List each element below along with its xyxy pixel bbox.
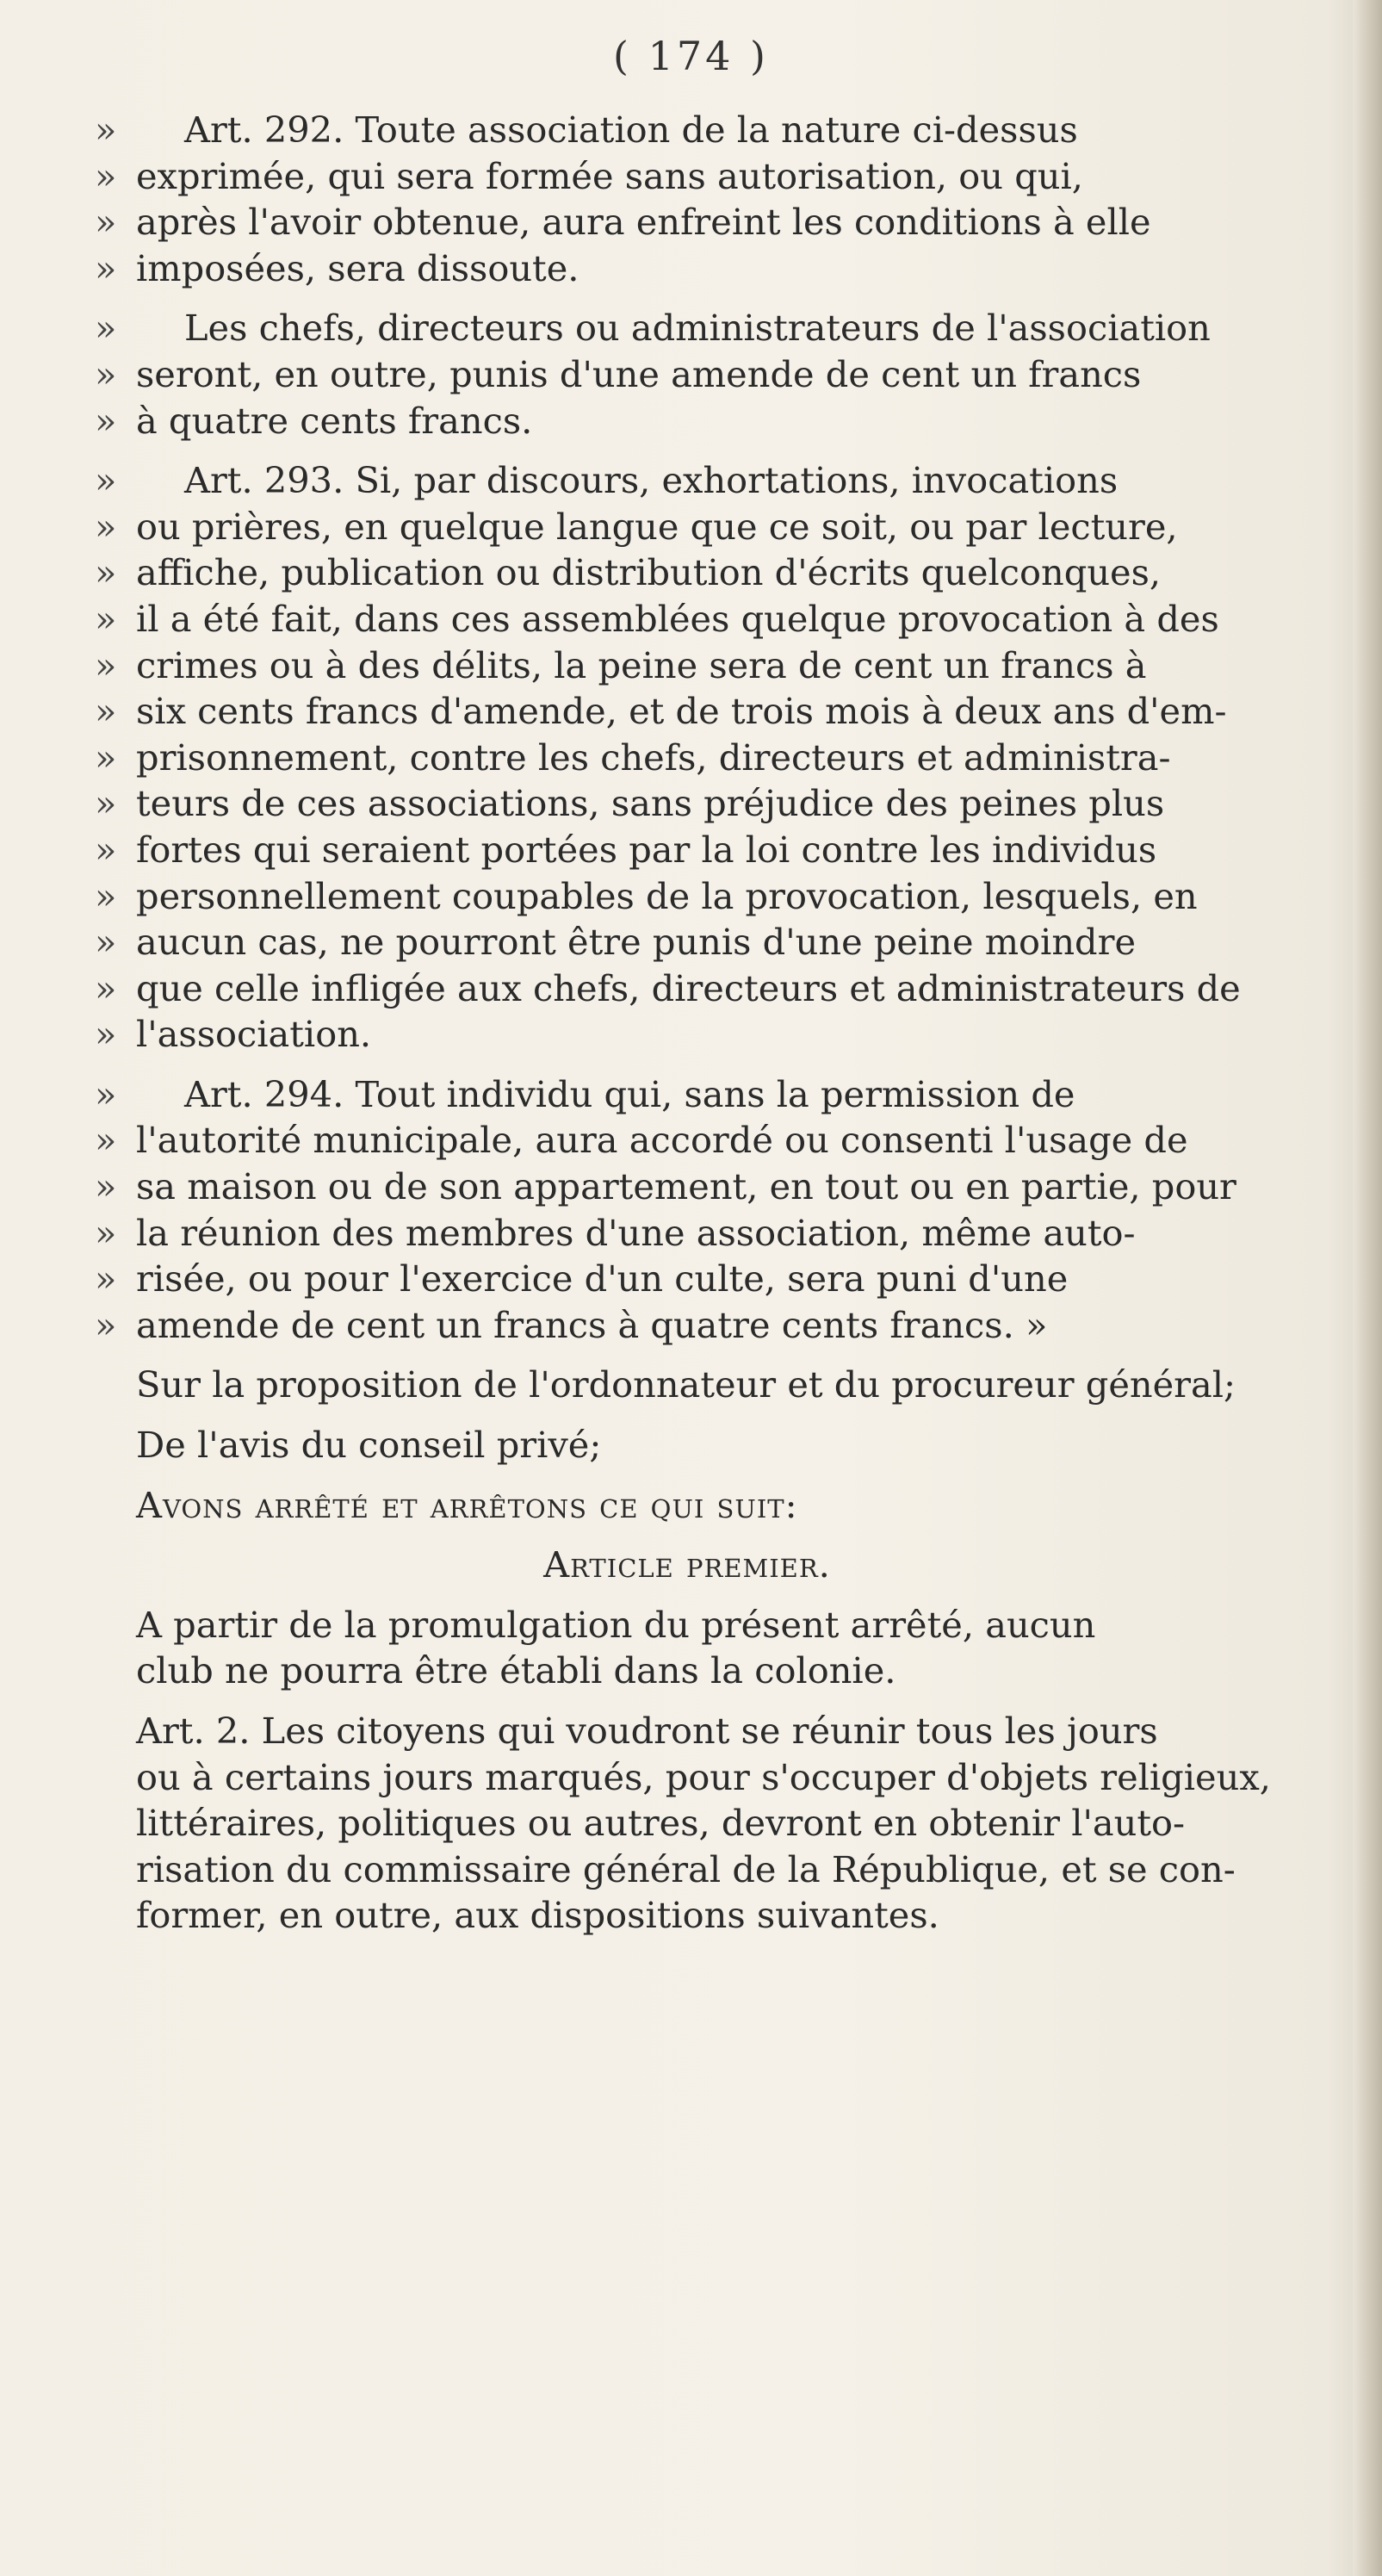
text-line: [95, 457, 1382, 504]
line-text: l'autorité municipale, aura accordé ou consenti l'usage de: [136, 1119, 1188, 1162]
line-text: imposées, sera dissoute.: [136, 246, 579, 289]
quote-mark: »: [95, 1257, 117, 1300]
text-line: [136, 1754, 1382, 1801]
text-line: [95, 780, 1382, 827]
text-line: [95, 549, 1382, 596]
line-text: que celle infligée aux chefs, directeurs et administrateurs de: [136, 966, 1241, 1009]
line-text: club ne pourra être établi dans la colonie.: [136, 1649, 896, 1692]
quote-mark: »: [95, 459, 117, 502]
text-line: [136, 1482, 1382, 1529]
quote-mark: »: [95, 154, 117, 197]
quote-mark: »: [95, 307, 117, 350]
line-text: ou à certains jours marqués, pour s'occuper d'objets religieux,: [136, 1755, 1271, 1798]
text-line: [95, 305, 1382, 351]
text-line: [136, 1708, 1382, 1754]
line-text: A partir de la promulgation du présent arrêté, aucun: [136, 1603, 1096, 1646]
text-line: [95, 504, 1382, 550]
text-line: [95, 1302, 1382, 1349]
text-line: [95, 398, 1382, 444]
line-text: après l'avoir obtenue, aura enfreint les conditions à elle: [136, 201, 1151, 244]
line-text: Les chefs, directeurs ou administrateurs de l'association: [184, 307, 1211, 350]
quote-mark: »: [95, 1013, 117, 1056]
text-line: [95, 735, 1382, 781]
text-line: [136, 1648, 1382, 1694]
quote-mark: »: [95, 246, 117, 289]
line-text: à quatre cents francs.: [136, 399, 533, 442]
quote-mark: »: [95, 1303, 117, 1346]
text-line: [95, 107, 1382, 153]
line-text: risation du commissaire général de la République, et se con-: [136, 1847, 1236, 1890]
line-text: Avons arrêté et arrêtons ce qui suit:: [136, 1483, 798, 1526]
line-text: risée, ou pour l'exercice d'un culte, sera puni d'une: [136, 1257, 1069, 1300]
page-number: ( 174 ): [613, 33, 769, 79]
quote-mark: »: [95, 828, 117, 871]
line-text: former, en outre, aux dispositions suivantes.: [136, 1894, 939, 1937]
line-text: sa maison ou de son appartement, en tout ou en partie, pour: [136, 1165, 1236, 1208]
quote-mark: »: [95, 597, 117, 640]
quote-mark: »: [95, 874, 117, 917]
text-line: [95, 1164, 1382, 1210]
quote-mark: »: [95, 1119, 117, 1162]
line-text: il a été fait, dans ces assemblées quelque provocation à des: [136, 597, 1219, 640]
page-text: [95, 107, 1382, 1939]
text-line: [136, 1847, 1382, 1893]
quote-mark: »: [95, 551, 117, 594]
text-line: [95, 642, 1382, 689]
quote-mark: »: [95, 1211, 117, 1254]
quote-mark: »: [95, 505, 117, 548]
line-text: amende de cent un francs à quatre cents francs. »: [136, 1303, 1048, 1346]
quote-mark: »: [95, 966, 117, 1009]
line-text: De l'avis du conseil privé;: [136, 1424, 602, 1467]
text-line: [136, 1422, 1382, 1468]
text-line: [136, 1800, 1382, 1847]
line-text: prisonnement, contre les chefs, directeurs et administra-: [136, 736, 1171, 779]
article-heading: Article premier.: [543, 1543, 831, 1586]
text-line: [95, 153, 1382, 200]
text-line: [136, 1542, 1238, 1588]
text-line: [136, 1362, 1382, 1408]
quote-mark: »: [95, 643, 117, 686]
quote-mark: »: [95, 1072, 117, 1115]
line-text: l'association.: [136, 1013, 372, 1056]
line-text: teurs de ces associations, sans préjudice des peines plus: [136, 782, 1165, 825]
line-text: crimes ou à des délits, la peine sera de cent un francs à: [136, 643, 1147, 686]
line-text: six cents francs d'amende, et de trois mois à deux ans d'em-: [136, 690, 1227, 733]
text-line: [95, 965, 1382, 1012]
text-line: [95, 827, 1382, 873]
line-text: littéraires, politiques ou autres, devront en obtenir l'auto-: [136, 1802, 1186, 1845]
line-text: personnellement coupables de la provocation, lesquels, en: [136, 874, 1198, 917]
line-text: affiche, publication ou distribution d'écrits quelconques,: [136, 551, 1162, 594]
text-line: [95, 688, 1382, 735]
line-text: Art. 292. Toute association de la nature ci-dessus: [184, 109, 1078, 151]
quote-mark: »: [95, 352, 117, 395]
text-line: [95, 199, 1382, 245]
text-line: [95, 1117, 1382, 1164]
text-line: [136, 1892, 1382, 1939]
text-line: [95, 1071, 1382, 1118]
line-text: fortes qui seraient portées par la loi contre les individus: [136, 828, 1157, 871]
text-line: [95, 1210, 1382, 1257]
quote-mark: »: [95, 690, 117, 733]
text-line: [95, 1256, 1382, 1302]
text-line: [95, 351, 1382, 398]
line-text: la réunion des membres d'une association, même auto-: [136, 1211, 1136, 1254]
text-line: [95, 873, 1382, 920]
text-line: [95, 1011, 1382, 1058]
text-line: [95, 919, 1382, 965]
text-line: [95, 245, 1382, 292]
quote-mark: »: [95, 399, 117, 442]
quote-mark: »: [95, 921, 117, 964]
quote-mark: »: [95, 1165, 117, 1208]
line-text: Art. 2. Les citoyens qui voudront se réunir tous les jours: [136, 1710, 1158, 1752]
quote-mark: »: [95, 736, 117, 779]
line-text: Art. 293. Si, par discours, exhortations, invocations: [184, 459, 1119, 502]
text-line: [95, 596, 1382, 642]
quote-mark: »: [95, 782, 117, 825]
line-text: ou prières, en quelque langue que ce soit, ou par lecture,: [136, 505, 1178, 548]
line-text: Sur la proposition de l'ordonnateur et du procureur général;: [136, 1363, 1236, 1406]
line-text: exprimée, qui sera formée sans autorisation, ou qui,: [136, 154, 1083, 197]
line-text: Art. 294. Tout individu qui, sans la permission de: [184, 1072, 1075, 1115]
quote-mark: »: [95, 109, 117, 151]
page-edge: [1353, 0, 1382, 2576]
line-text: aucun cas, ne pourront être punis d'une peine moindre: [136, 921, 1137, 964]
quote-mark: »: [95, 201, 117, 244]
line-text: seront, en outre, punis d'une amende de cent un francs: [136, 352, 1142, 395]
text-line: [136, 1602, 1382, 1648]
